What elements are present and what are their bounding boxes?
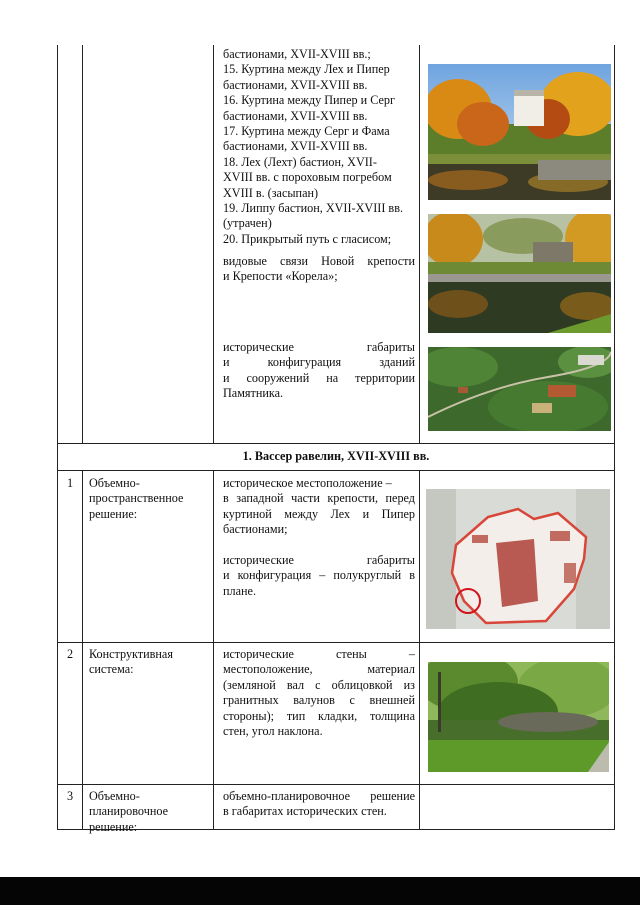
name-line: система: <box>89 662 134 677</box>
col-divider-3-bottom <box>419 470 420 830</box>
text-line: видовые связи Новой крепости <box>223 254 415 268</box>
list-line: 18. Лех (Лехт) бастион, XVII- <box>223 154 377 169</box>
name-line: решение: <box>89 506 138 521</box>
desc-line: бастионами; <box>223 522 288 537</box>
rampart-pond-photo <box>428 214 611 333</box>
desc-line: и конфигурация – полукруглый в <box>223 568 415 583</box>
list-line: бастионами, XVII-XVIII вв. <box>223 108 368 123</box>
list-line: (утрачен) <box>223 216 272 231</box>
col-divider-1-top <box>82 45 83 443</box>
list-line: бастионами, XVII-XVIII вв.; <box>223 47 371 61</box>
desc-line: исторические габариты <box>223 553 415 568</box>
list-line: бастионами, XVII-XVIII вв. <box>223 139 368 154</box>
row-number: 3 <box>67 789 74 803</box>
desc-line: (земляной вал с облицовкой из <box>223 677 415 692</box>
desc-line: гранитных валунов с внешней <box>223 693 415 708</box>
aerial-fortress-photo <box>428 347 611 431</box>
row-line-2 <box>57 470 615 471</box>
row-line-3 <box>57 642 615 643</box>
row-number: 2 <box>67 647 74 661</box>
autumn-park-photo <box>428 64 611 200</box>
fortification-list <box>223 47 415 247</box>
col-divider-2-bottom <box>213 470 214 830</box>
section-header: 1. Вассер равелин, XVII-XVIII вв. <box>242 449 430 463</box>
col-divider-1-bottom <box>82 470 83 830</box>
name-line: решение: <box>89 819 138 834</box>
desc-line: объемно-планировочное решение <box>223 789 415 803</box>
name-line: Объемно- <box>89 476 140 490</box>
table-border-right <box>614 45 615 830</box>
list-line: XVIII в. (засыпан) <box>223 185 319 200</box>
text-line: исторические габариты <box>223 340 415 354</box>
name-line: Конструктивная <box>89 647 173 661</box>
desc-line: исторические стены – <box>223 647 415 661</box>
row-description <box>223 476 415 599</box>
desc-line: в габаритах исторических стен. <box>223 804 387 819</box>
text-line: и конфигурация зданий <box>223 355 415 370</box>
row-line-4 <box>57 784 615 785</box>
desc-line: историческое местоположение – <box>223 476 392 490</box>
name-line: Объемно- <box>89 789 140 803</box>
desc-line: местоположение, материал <box>223 662 415 677</box>
list-line: 15. Куртина между Лех и Пипер <box>223 62 390 77</box>
list-line: XVIII вв. с пороховым погребом <box>223 170 392 185</box>
table-border-left <box>57 45 58 830</box>
row-name <box>89 476 211 522</box>
col-divider-2-top <box>213 45 214 443</box>
list-line: 16. Куртина между Пипер и Серг <box>223 93 395 108</box>
row-description <box>223 789 415 820</box>
row-name <box>89 789 211 835</box>
desc-line: куртиной между Лех и Пипер <box>223 506 415 521</box>
view-links-text <box>223 254 415 285</box>
list-line: бастионами, XVII-XVIII вв. <box>223 77 368 92</box>
fortress-plan-map <box>426 489 610 629</box>
desc-line: плане. <box>223 583 256 598</box>
list-line: 17. Куртина между Серг и Фама <box>223 124 390 139</box>
text-line: и Крепости «Корела»; <box>223 269 338 284</box>
historic-dimensions-text <box>223 340 415 402</box>
col-divider-3-top <box>419 45 420 443</box>
row-name <box>89 647 211 678</box>
name-line: планировочное <box>89 804 168 819</box>
desc-line: стен, угол наклона. <box>223 724 323 739</box>
desc-line: в западной части крепости, перед <box>223 491 415 506</box>
scan-edge-band <box>0 877 640 905</box>
desc-line <box>223 538 415 553</box>
text-line: Памятника. <box>223 386 284 401</box>
desc-line: стороны); тип кладки, толщина <box>223 708 415 723</box>
list-line: 19. Липпу бастион, XVII-XVIII вв. <box>223 201 403 216</box>
green-rampart-photo <box>428 662 609 772</box>
row-description <box>223 647 415 739</box>
name-line: пространственное <box>89 491 184 506</box>
list-line: 20. Прикрытый путь с гласисом; <box>223 231 392 246</box>
text-line: и сооружений на территории <box>223 370 415 385</box>
row-line-1 <box>57 443 615 444</box>
row-number: 1 <box>67 476 74 490</box>
